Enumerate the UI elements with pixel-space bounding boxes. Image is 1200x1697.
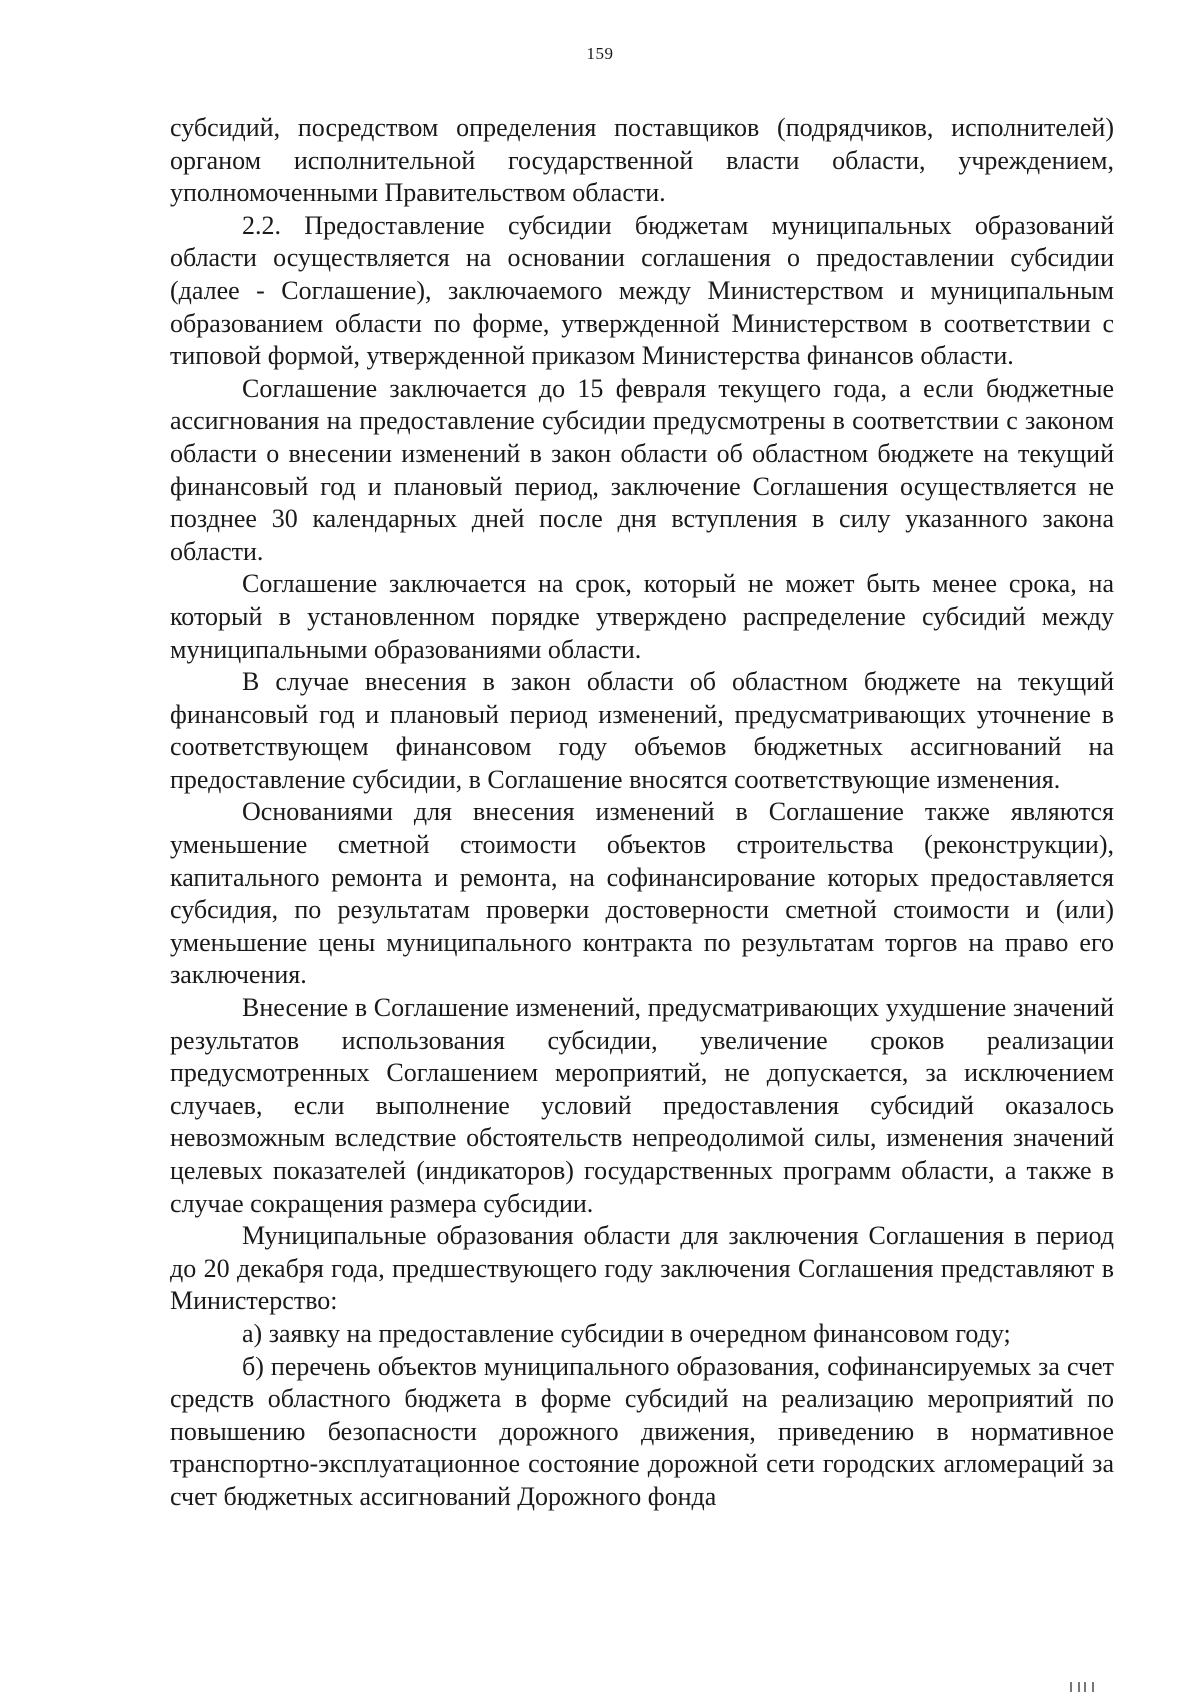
scan-artifact-marks xyxy=(1070,1682,1110,1692)
list-item-b: б) перечень объектов муниципального образования, софинансируемых за счет средств областного бюджета в форме субсидий на реализацию мероприятий по повышению безопасности дорожного движения, приведению в нормативное транспортно-эксплуатационное состояние дорожной сети городских агломераций за счет бюджетных ассигнований Дорожного фонда xyxy=(170,1351,1114,1511)
paragraph-change-restrictions: Внесение в Соглашение изменений, предусматривающих ухудшение значений результатов использования субсидии, увеличение сроков реализации предусмотренных Соглашением мероприятий, не допускается, за исключением случаев, если выполнение условий предоставления субсидий оказалось невозможным вследствие обстоятельств непреодолимой силы, изменения значений целевых показателей (индикаторов) государственных программ области, а также в случае сокращения размера субсидии. xyxy=(170,993,1114,1218)
paragraph-continuation: субсидий, посредством определения поставщиков (подрядчиков, исполнителей) органом исполнительной государственной власти области, учреждением, уполномоченными Правительством области. xyxy=(170,113,1114,208)
list-item-a: а) заявку на предоставление субсидии в очередном финансовом году; xyxy=(242,1318,1011,1348)
document-body xyxy=(170,112,1114,1514)
paragraph-change-grounds: Основаниями для внесения изменений в Соглашение также являются уменьшение сметной стоимости объектов строительства (реконструкции), капитального ремонта и ремонта, на софинансирование которых предоставляется субсидия, по результатам проверки достоверности сметной стоимости и (или) уменьшение цены муниципального контракта по результатам торгов на право его заключения. xyxy=(170,797,1114,990)
paragraph-budget-changes: В случае внесения в закон области об областном бюджете на текущий финансовый год и плановый период изменений, предусматривающих уточнение в соответствующем финансовом году объемов бюджетных ассигнований на предоставление субсидии, в Соглашение вносятся соответствующие изменения. xyxy=(170,667,1114,794)
paragraph-2-2: 2.2. Предоставление субсидии бюджетам муниципальных образований области осуществляется на основании соглашения о предоставлении субсидии (далее - Соглашение), заключаемого между Министерством и муниципальным образованием области по форме, утвержденной Министерством в соответствии с типовой формой, утвержденной приказом Министерства финансов области. xyxy=(170,210,1114,371)
paragraph-agreement-term: Соглашение заключается на срок, который не может быть менее срока, на который в установленном порядке утверждено распределение субсидий между муниципальными образованиями области. xyxy=(170,569,1114,664)
paragraph-submission: Муниципальные образования области для заключения Соглашения в период до 20 декабря года, предшествующего году заключения Соглашения представляют в Министерство: xyxy=(170,1221,1114,1316)
page-number: 159 xyxy=(586,44,614,63)
paragraph-agreement-deadline: Соглашение заключается до 15 февраля текущего года, а если бюджетные ассигнования на предоставление субсидии предусмотрены в соответствии с законом области о внесении изменений в закон области об областном бюджете на текущий финансовый год и плановый период, заключение Соглашения осуществляется не позднее 30 календарных дней после дня вступления в силу указанного закона области. xyxy=(170,373,1114,566)
